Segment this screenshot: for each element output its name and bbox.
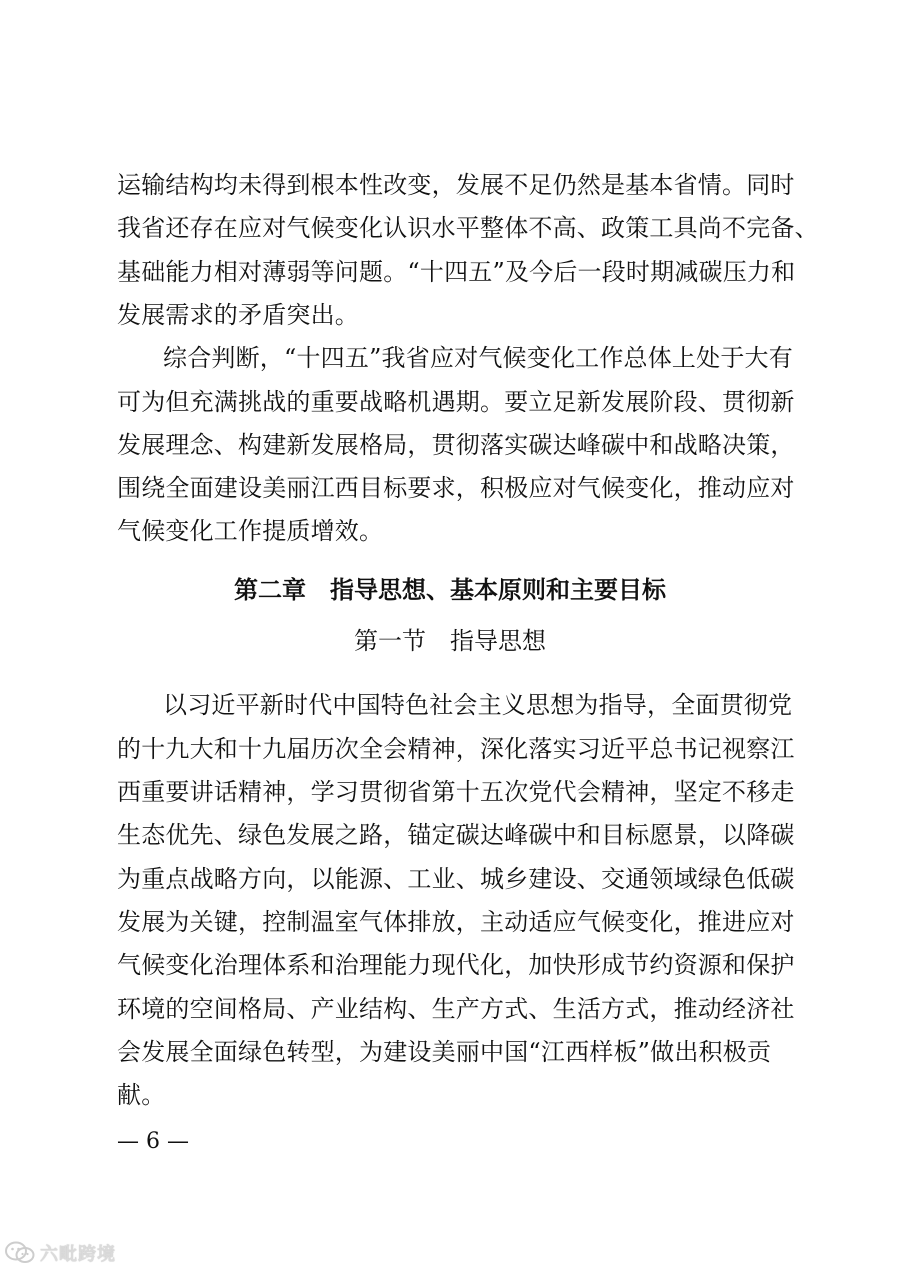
paragraph-2-line-5: 气候变化工作提质增效。 [117, 517, 384, 545]
paragraph-3-line-8: 环境的空间格局、产业结构、生产方式、生活方式，推动经济社 [117, 995, 795, 1023]
section-heading: 第一节 指导思想 [354, 627, 546, 655]
paragraph-3-line-7: 气候变化治理体系和治理能力现代化，加快形成节约资源和保护 [117, 951, 795, 979]
watermark [4, 1238, 116, 1268]
paragraph-3-line-9: 会发展全面绿色转型，为建设美丽中国“江西样板”做出积极贡 [117, 1038, 772, 1066]
paragraph-3-line-3: 西重要讲话精神，学习贯彻省第十五次党代会精神，坚定不移走 [117, 778, 795, 806]
paragraph-3-line-6: 发展为关键，控制温室气体排放，主动适应气候变化，推进应对 [117, 908, 795, 936]
page-number: — 6 — [117, 1129, 189, 1154]
paragraph-1-line-2: 我省还存在应对气候变化认识水平整体不高、政策工具尚不完备、 [117, 214, 819, 242]
chapter-heading: 第二章 指导思想、基本原则和主要目标 [234, 576, 666, 604]
paragraph-2-line-2: 可为但充满挑战的重要战略机遇期。要立足新发展阶段、贯彻新 [117, 388, 795, 416]
paragraph-1-line-1: 运输结构均未得到根本性改变，发展不足仍然是基本省情。同时 [117, 171, 795, 199]
paragraph-1-line-3: 基础能力相对薄弱等问题。“十四五”及今后一段时期减碳压力和 [117, 258, 796, 286]
paragraph-2-line-1: 综合判断，“十四五”我省应对气候变化工作总体上处于大有 [163, 344, 793, 372]
paragraph-3-line-4: 生态优先、绿色发展之路，锚定碳达峰碳中和目标愿景，以降碳 [117, 821, 795, 849]
paragraph-2-line-4: 围绕全面建设美丽江西目标要求，积极应对气候变化，推动应对 [117, 474, 795, 502]
paragraph-1-line-4: 发展需求的矛盾突出。 [117, 301, 359, 329]
paragraph-2-line-3: 发展理念、构建新发展格局，贯彻落实碳达峰碳中和战略决策， [117, 431, 795, 459]
paragraph-3-line-10: 献。 [117, 1081, 166, 1109]
wechat-logo-icon [4, 1240, 36, 1266]
paragraph-3-line-2: 的十九大和十九届历次全会精神，深化落实习近平总书记视察江 [117, 735, 795, 763]
watermark-text: 六毗跨境 [40, 1244, 116, 1265]
paragraph-3-line-5: 为重点战略方向，以能源、工业、城乡建设、交通领域绿色低碳 [117, 865, 795, 893]
paragraph-3-line-1: 以习近平新时代中国特色社会主义思想为指导，全面贯彻党 [163, 691, 793, 719]
